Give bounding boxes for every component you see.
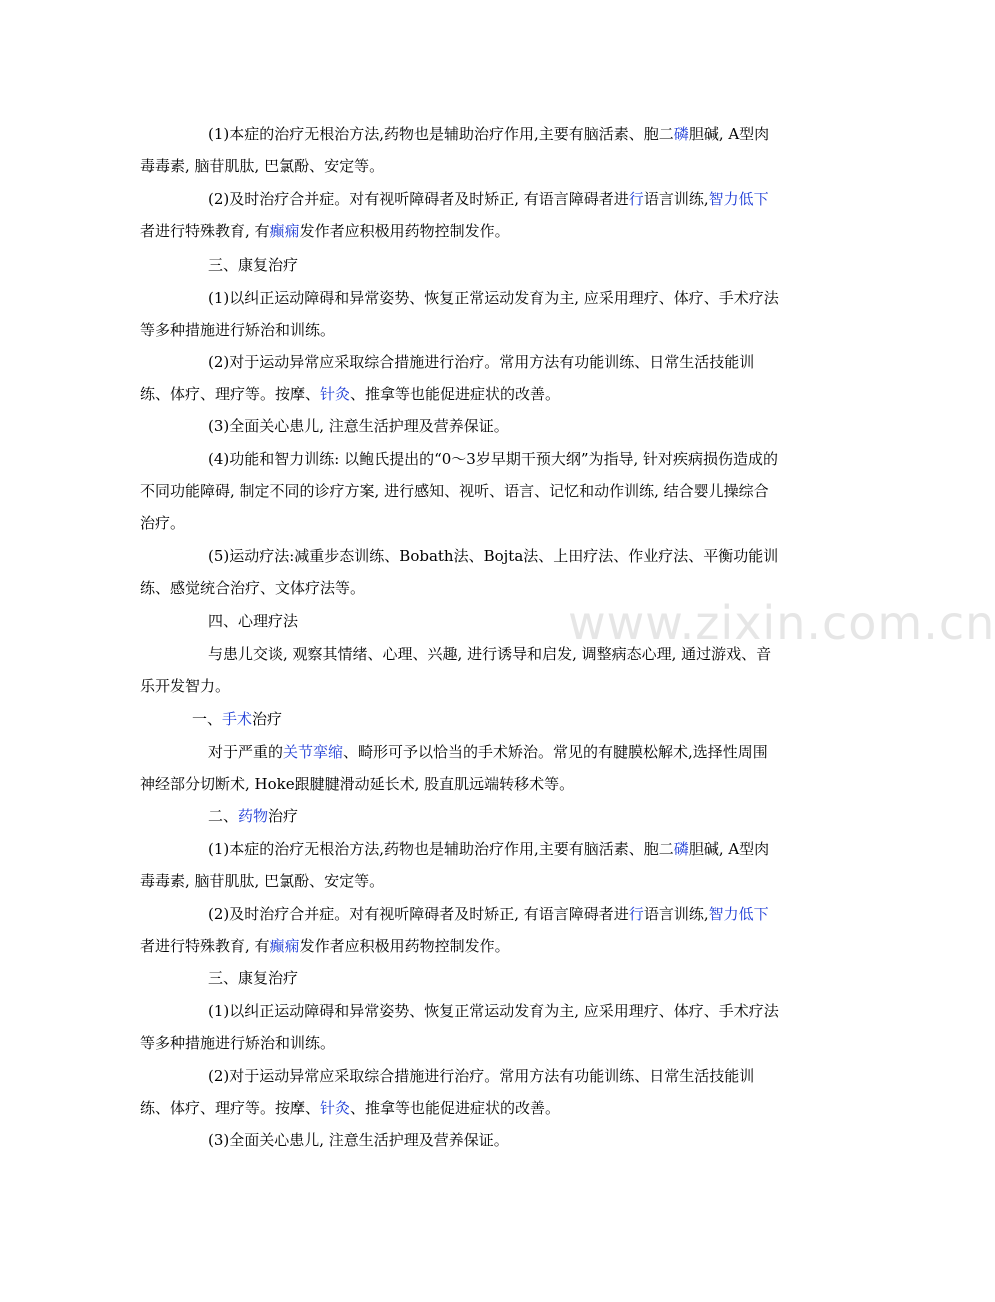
link-phosphorus[interactable]: 磷	[673, 125, 689, 143]
link-xing[interactable]: 行	[628, 190, 644, 208]
paragraph-care-1: (3)全面关心患儿, 注意生活护理及营养保证。	[208, 417, 509, 435]
paragraph-exercise-therapy: (5)运动疗法:减重步态训练、Bobath法、Bojta法、上田疗法、作业疗法、平衡功能训练、感觉统合治疗、文体疗法等。	[140, 547, 779, 597]
link-acupuncture-2[interactable]: 针灸	[320, 1099, 351, 1117]
paragraph-rehab-motor-1: (2)对于运动异常应采取综合措施进行治疗。常用方法有功能训练、日常生活技能训练、体疗、理疗等。按摩、针灸、推拿等也能促进症状的改善。	[140, 353, 755, 403]
paragraph-drug-treatment-2: (1)本症的治疗无根治方法,药物也是辅助治疗作用,主要有脑活素、胞二磷胆碱, A型肉毒毒素, 脑苷肌肽, 巴氯酚、安定等。	[140, 840, 770, 890]
paragraph-rehab-correction-2: (1)以纠正运动障碍和异常姿势、恢复正常运动发育为主, 应采用理疗、体疗、手术疗法等多种措施进行矫治和训练。	[140, 1002, 779, 1052]
heading-surgery: 一、手术治疗	[192, 710, 283, 728]
link-joint-contracture[interactable]: 关节挛缩	[283, 743, 344, 761]
paragraph-rehab-correction-1: (1)以纠正运动障碍和异常姿势、恢复正常运动发育为主, 应采用理疗、体疗、手术疗法等多种措施进行矫治和训练。	[140, 289, 779, 339]
heading-psychotherapy: 四、心理疗法	[208, 612, 299, 630]
link-xing-2[interactable]: 行	[628, 905, 644, 923]
paragraph-rehab-motor-2: (2)对于运动异常应采取综合措施进行治疗。常用方法有功能训练、日常生活技能训练、体疗、理疗等。按摩、针灸、推拿等也能促进症状的改善。	[140, 1067, 755, 1117]
paragraph-function-training: (4)功能和智力训练: 以鲍氏提出的“0～3岁早期干预大纲”为指导, 针对疾病损伤造成的不同功能障碍, 制定不同的诊疗方案, 进行感知、视听、语言、记忆和动作训练, 结合婴儿操综合治疗。	[140, 450, 779, 532]
heading-rehab-2: 三、康复治疗	[208, 969, 299, 987]
link-acupuncture[interactable]: 针灸	[320, 385, 351, 403]
link-epilepsy[interactable]: 癫痫	[269, 222, 300, 240]
heading-rehab-1: 三、康复治疗	[208, 256, 299, 274]
paragraph-complications-2: (2)及时治疗合并症。对有视听障碍者及时矫正, 有语言障碍者进行语言训练,智力低下者进行特殊教育, 有癫痫发作者应积极用药物控制发作。	[140, 905, 769, 955]
link-surgery[interactable]: 手术	[222, 710, 253, 728]
link-phosphorus-2[interactable]: 磷	[673, 840, 689, 858]
paragraph-complications-1: (2)及时治疗合并症。对有视听障碍者及时矫正, 有语言障碍者进行语言训练,智力低下者进行特殊教育, 有癫痫发作者应积极用药物控制发作。	[140, 190, 769, 240]
paragraph-psychotherapy: 与患儿交谈, 观察其情绪、心理、兴趣, 进行诱导和启发, 调整病态心理, 通过游戏、音乐开发智力。	[140, 645, 772, 695]
link-intellectual-disability-2[interactable]: 智力低下	[708, 905, 769, 923]
paragraph-surgery: 对于严重的关节挛缩、畸形可予以恰当的手术矫治。常见的有腱膜松解术,选择性周围神经部分切断术, Hoke跟腱腱滑动延长术, 股直肌远端转移术等。	[140, 743, 768, 793]
link-intellectual-disability[interactable]: 智力低下	[708, 190, 769, 208]
link-medication[interactable]: 药物	[238, 807, 269, 825]
heading-medication: 二、药物治疗	[208, 807, 299, 825]
link-epilepsy-2[interactable]: 癫痫	[269, 937, 300, 955]
paragraph-care-2: (3)全面关心患儿, 注意生活护理及营养保证。	[208, 1131, 509, 1149]
paragraph-drug-treatment-1: (1)本症的治疗无根治方法,药物也是辅助治疗作用,主要有脑活素、胞二磷胆碱, A型肉毒毒素, 脑苷肌肽, 巴氯酚、安定等。	[140, 125, 770, 175]
watermark: www.zixin.com.cn	[568, 596, 995, 650]
